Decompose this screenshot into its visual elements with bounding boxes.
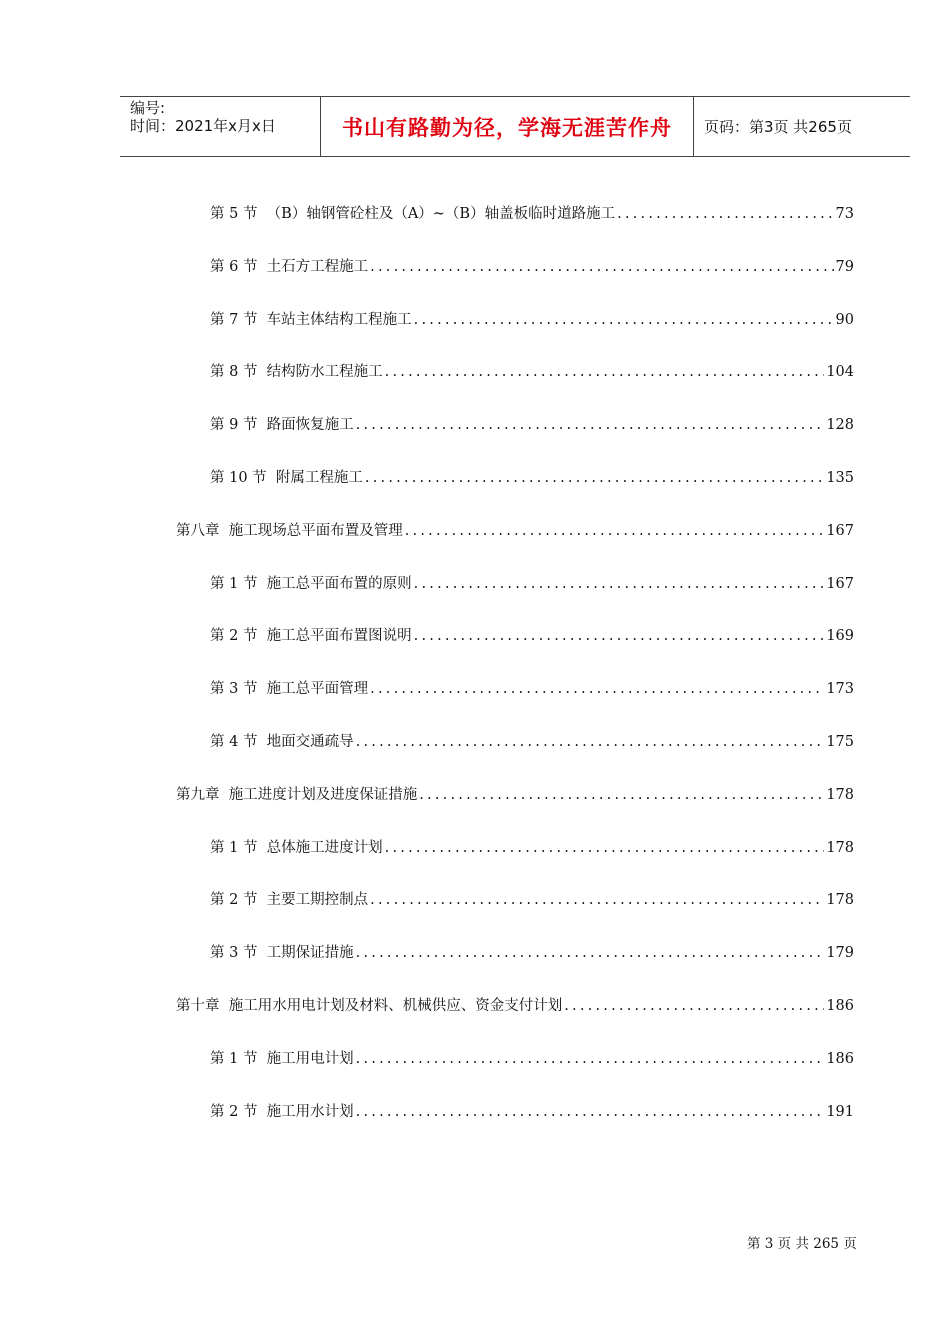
toc-leader-dots	[356, 1049, 825, 1069]
toc-leader-dots	[419, 785, 824, 805]
toc-entry-title: 第 2 节 主要工期控制点	[210, 892, 369, 909]
toc-entry[interactable]	[210, 204, 854, 224]
toc-entry-page: 128	[826, 417, 854, 434]
toc-entry[interactable]	[210, 310, 854, 330]
toc-leader-dots	[385, 838, 825, 858]
toc-entry[interactable]	[210, 626, 854, 646]
toc-entry[interactable]	[176, 521, 854, 541]
toc-leader-dots	[370, 257, 833, 277]
header-meta	[120, 97, 321, 156]
toc-entry-title: 第九章 施工进度计划及进度保证措施	[176, 786, 418, 803]
toc-leader-dots	[356, 732, 825, 752]
toc-leader-dots	[414, 626, 825, 646]
toc-leader-dots	[365, 468, 824, 488]
toc-entry[interactable]	[176, 785, 854, 805]
toc-entry-page: 104	[826, 364, 854, 381]
toc-entry[interactable]	[176, 996, 854, 1016]
header-page-info: 页码：第3页 共265页	[704, 118, 852, 136]
toc-leader-dots	[414, 310, 834, 330]
toc-entry-title: 第八章 施工现场总平面布置及管理	[176, 522, 403, 539]
toc-entry[interactable]	[210, 732, 854, 752]
toc-entry-title: 第 10 节 附属工程施工	[210, 470, 363, 486]
toc-entry-page: 73	[835, 206, 854, 222]
toc-entry-page: 167	[826, 575, 854, 592]
toc-entry-page: 135	[826, 470, 854, 486]
toc-leader-dots	[564, 996, 824, 1016]
toc-entry-page: 169	[826, 628, 854, 645]
toc-leader-dots	[405, 521, 825, 541]
toc-entry[interactable]	[210, 679, 854, 699]
toc-entry[interactable]	[210, 1102, 854, 1122]
toc-entry-page: 90	[835, 311, 854, 328]
toc-entry-title: 第 7 节 车站主体结构工程施工	[210, 311, 412, 328]
toc-entry-page: 178	[826, 892, 854, 909]
toc-entry[interactable]	[210, 362, 854, 382]
page-footer: 第 3 页 共 265 页	[747, 1236, 857, 1252]
toc-entry[interactable]	[210, 257, 854, 277]
toc-entry[interactable]	[210, 574, 854, 594]
toc-entry-page: 179	[826, 945, 854, 962]
toc-entry[interactable]	[210, 838, 854, 858]
toc-entry-page: 167	[826, 522, 854, 539]
toc-leader-dots	[356, 1102, 825, 1122]
toc-entry[interactable]	[210, 415, 854, 435]
toc-leader-dots	[385, 362, 825, 382]
toc-entry-title: 第 3 节 工期保证措施	[210, 945, 354, 962]
toc-entry-page: 173	[826, 681, 854, 698]
toc-leader-dots	[414, 574, 825, 594]
toc-leader-dots	[370, 890, 824, 910]
toc-entry-page: 186	[826, 1050, 854, 1067]
toc-entry-page: 178	[826, 786, 854, 803]
toc-entry-title: 第 1 节 施工总平面布置的原则	[210, 575, 412, 592]
toc-entry-page: 178	[826, 839, 854, 856]
toc-entry-page: 191	[826, 1103, 854, 1120]
toc-entry-title: 第 5 节 （B）轴钢管砼柱及（A）~（B）轴盖板临时道路施工	[210, 206, 616, 222]
toc-entry-title: 第 8 节 结构防水工程施工	[210, 364, 383, 381]
toc-entry-title: 第 2 节 施工用水计划	[210, 1103, 354, 1120]
toc-entry-page: 175	[826, 734, 854, 750]
page-header	[120, 96, 910, 157]
toc-entry-title: 第 1 节 总体施工进度计划	[210, 839, 383, 856]
document-time: 时间：2021年x月x日	[130, 117, 276, 135]
toc-entry-title: 第 2 节 施工总平面布置图说明	[210, 628, 412, 645]
toc-entry-title: 第 9 节 路面恢复施工	[210, 417, 354, 434]
toc-entry[interactable]	[210, 890, 854, 910]
toc-entry-page: 79	[835, 258, 854, 275]
toc-leader-dots	[356, 415, 825, 435]
document-number-label: 编号:	[130, 99, 166, 117]
toc-entry[interactable]	[210, 468, 854, 488]
toc-entry-title: 第十章 施工用水用电计划及材料、机械供应、资金支付计划	[176, 998, 563, 1014]
toc-entry[interactable]	[210, 943, 854, 963]
toc-entry[interactable]	[210, 1049, 854, 1069]
toc-leader-dots	[617, 204, 833, 224]
toc-leader-dots	[370, 679, 824, 699]
toc-entry-title: 第 1 节 施工用电计划	[210, 1050, 354, 1067]
toc-leader-dots	[356, 943, 825, 963]
toc-entry-page: 186	[826, 998, 854, 1014]
toc-entry-title: 第 6 节 土石方工程施工	[210, 258, 369, 275]
header-motto: 书山有路勤为径，学海无涯苦作舟	[321, 97, 694, 156]
toc-entry-title: 第 4 节 地面交通疏导	[210, 734, 354, 750]
toc-entry-title: 第 3 节 施工总平面管理	[210, 681, 369, 698]
